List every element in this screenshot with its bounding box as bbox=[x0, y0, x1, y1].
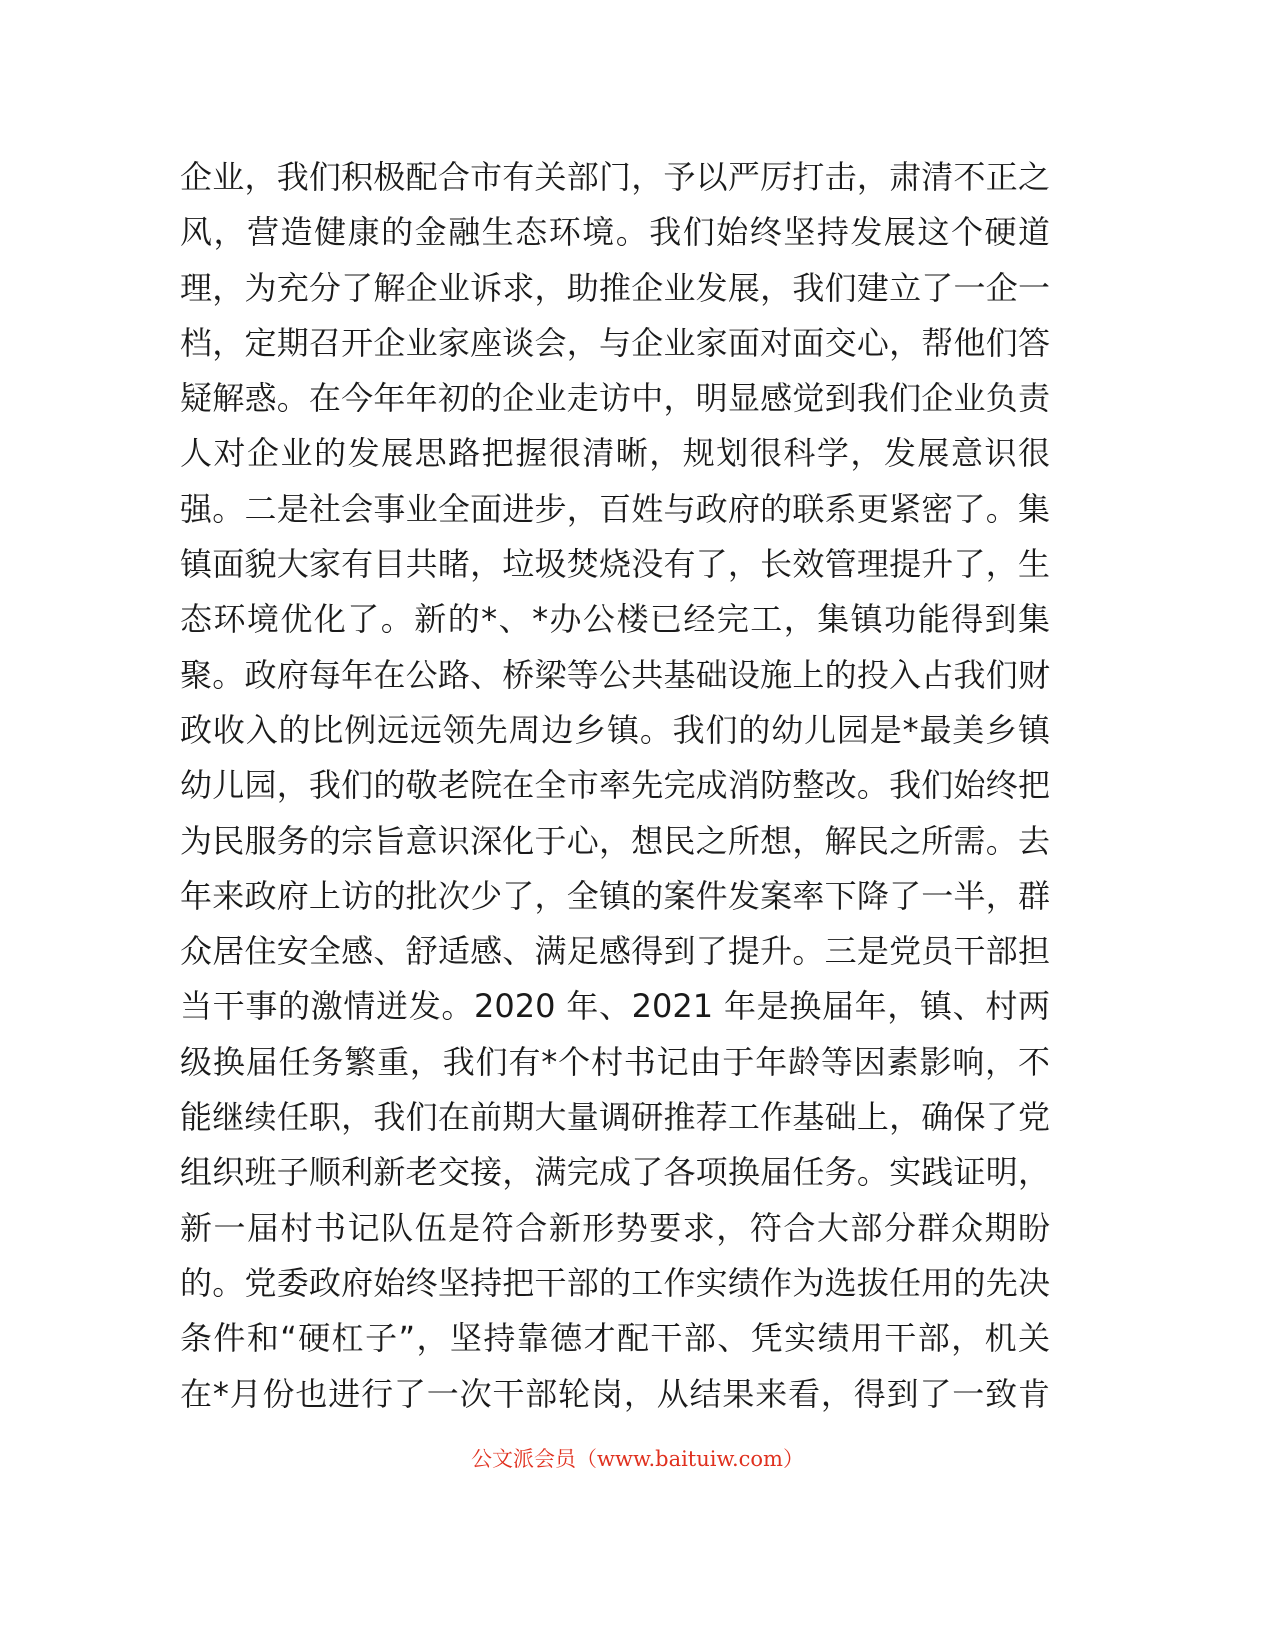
text-line: 企业，我们积极配合市有关部门，予以严厉打击，肃清不正之 bbox=[180, 158, 1050, 196]
text-line: 新一届村书记队伍是符合新形势要求，符合大部分群众期盼 bbox=[180, 1208, 1050, 1247]
text-line: 档，定期召开企业家座谈会，与企业家面对面交心，帮他们答 bbox=[180, 323, 1050, 362]
text-line: 在*月份也进行了一次干部轮岗，从结果来看，得到了一致肯 bbox=[180, 1374, 1050, 1413]
text-line: 的。党委政府始终坚持把干部的工作实绩作为选拔任用的先决 bbox=[180, 1263, 1050, 1302]
text-line: 年来政府上访的批次少了，全镇的案件发案率下降了一半，群 bbox=[180, 876, 1050, 915]
text-line: 风，营造健康的金融生态环境。我们始终坚持发展这个硬道 bbox=[180, 213, 1050, 252]
text-line: 幼儿园，我们的敬老院在全市率先完成消防整改。我们始终把 bbox=[180, 766, 1050, 805]
text-line: 强。二是社会事业全面进步，百姓与政府的联系更紧密了。集 bbox=[180, 489, 1050, 528]
text-line: 人对企业的发展思路把握很清晰，规划很科学，发展意识很 bbox=[180, 434, 1050, 473]
body-text bbox=[180, 150, 1050, 1422]
text-line: 政收入的比例远远领先周边乡镇。我们的幼儿园是*最美乡镇 bbox=[180, 710, 1050, 749]
text-line: 镇面貌大家有目共睹，垃圾焚烧没有了，长效管理提升了，生 bbox=[180, 545, 1050, 584]
text-line: 当干事的激情迸发。2020 年、2021 年是换届年，镇、村两 bbox=[180, 987, 1050, 1026]
text-line: 能继续任职，我们在前期大量调研推荐工作基础上，确保了党 bbox=[180, 1098, 1050, 1137]
text-line: 组织班子顺利新老交接，满完成了各项换届任务。实践证明， bbox=[180, 1153, 1050, 1192]
text-line: 级换届任务繁重，我们有*个村书记由于年龄等因素影响，不 bbox=[180, 1042, 1050, 1081]
text-line: 众居住安全感、舒适感、满足感得到了提升。三是党员干部担 bbox=[180, 932, 1050, 971]
text-line: 态环境优化了。新的*、*办公楼已经完工，集镇功能得到集 bbox=[180, 600, 1050, 639]
page-footer: 公文派会员（www.baituiw.com） bbox=[471, 1447, 804, 1471]
text-line: 聚。政府每年在公路、桥梁等公共基础设施上的投入占我们财 bbox=[180, 655, 1050, 694]
text-line: 条件和“硬杠子”，坚持靠德才配干部、凭实绩用干部，机关 bbox=[180, 1319, 1050, 1358]
text-line: 疑解惑。在今年年初的企业走访中，明显感觉到我们企业负责 bbox=[180, 379, 1050, 418]
text-line: 为民服务的宗旨意识深化于心，想民之所想，解民之所需。去 bbox=[180, 821, 1050, 860]
text-line: 理，为充分了解企业诉求，助推企业发展，我们建立了一企一 bbox=[180, 268, 1050, 307]
